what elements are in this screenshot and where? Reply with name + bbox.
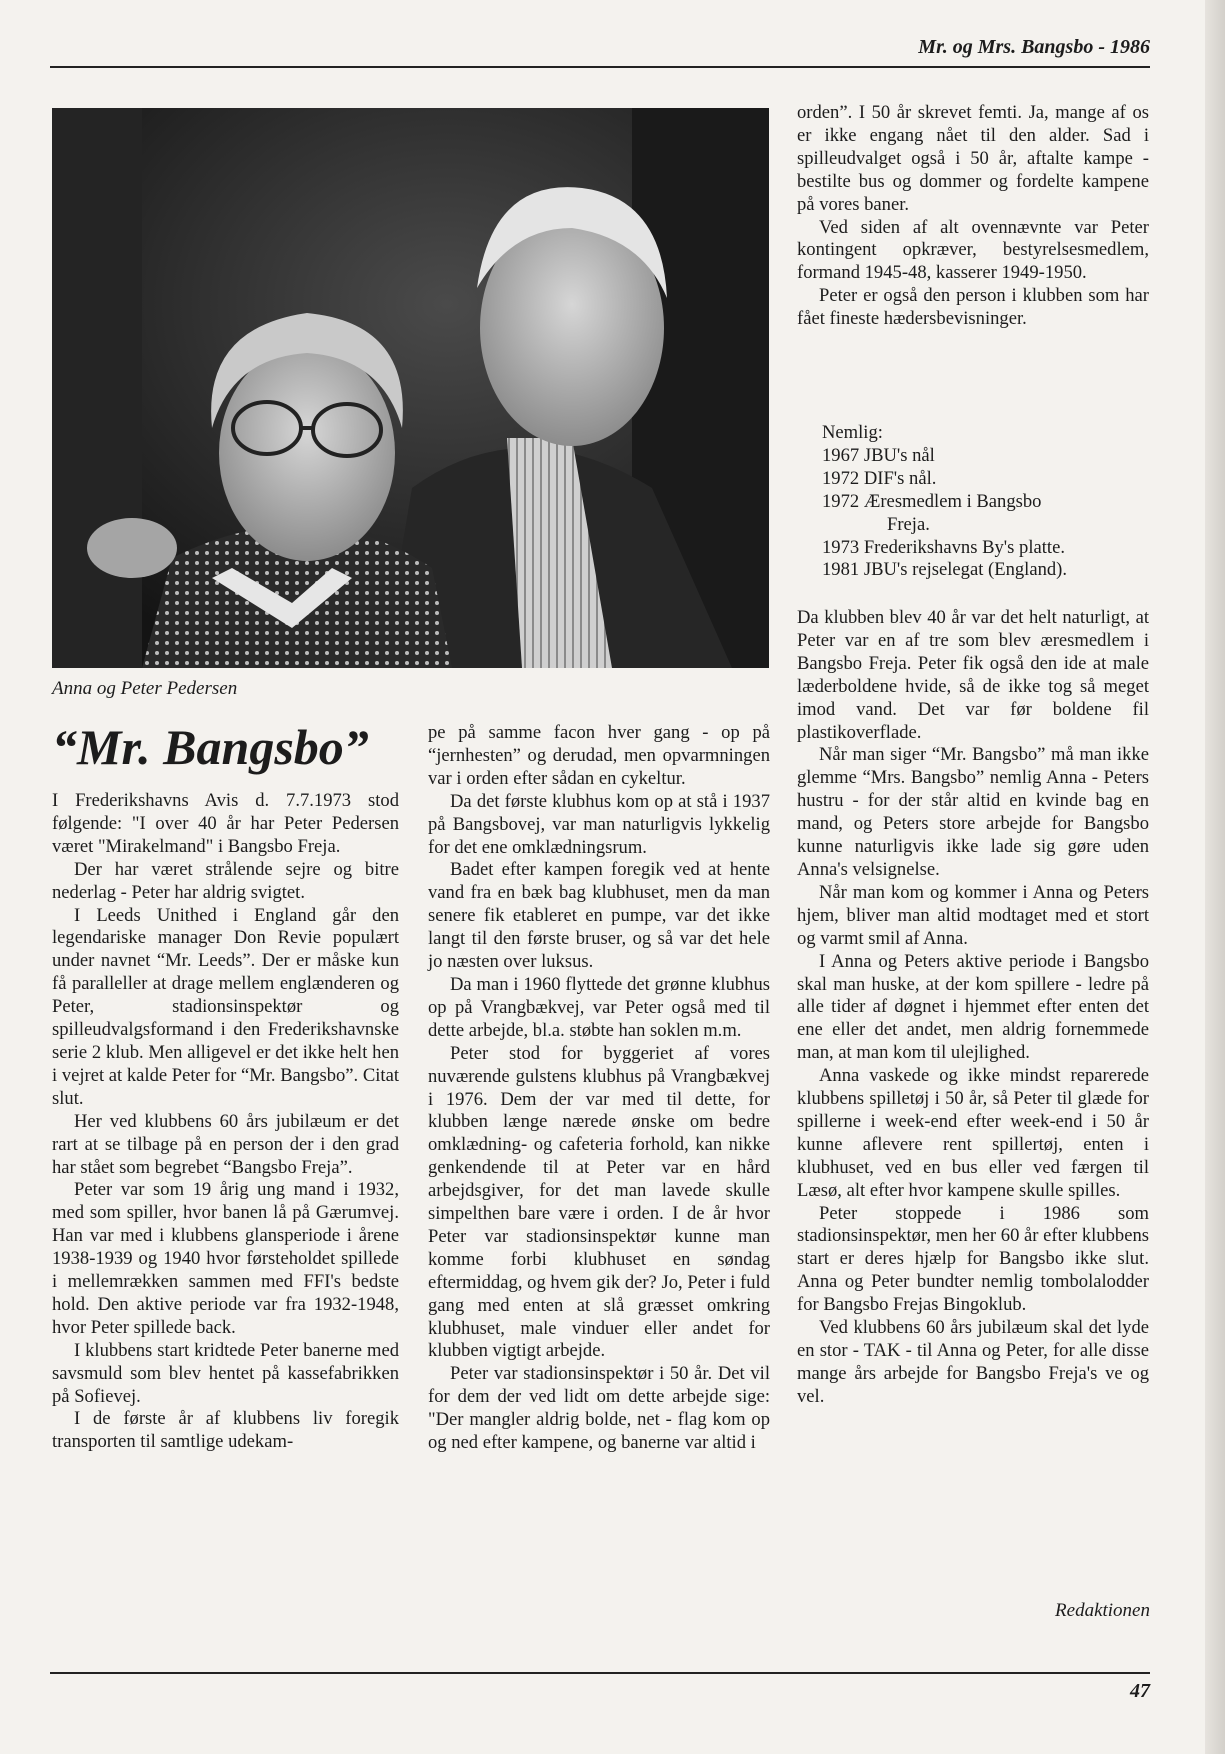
honor-item: 1972 Æresmedlem i Bangsbo [822,490,1042,512]
article-title: “Mr. Bangsbo” [52,719,369,775]
paragraph: Peter var stadionsinspektør i 50 år. Det vil for dem der ved lidt om dette arbejde sige: "Der mangler aldrig bolde, net - flag kom op og ned efter kampene, og banerne var altid i [428,1363,770,1454]
photo-caption: Anna og Peter Pedersen [52,678,238,699]
paragraph: Peter var som 19 årig ung mand i 1932, med som spiller, hvor banen lå på Gærumvej. Han var med i klubbens glansperiode i årene 1938-1939 og 1940 hvor førsteholdet spillede i mellemrækken sammen med FFI's bedste hold. Den aktive periode var fra 1932-1948, hvor Peter spillede back. [52,1179,399,1338]
honors-list [822,422,1152,582]
paragraph: Peter stod for byggeriet af vores nuværende gulstens klubhus på Vrangbækvej i 1976. Dem der var med til dette, for klubben længe nærede ønske om bedre omklædning- og cafeteria forhold, kan nikke genkendende til at Peter var en hård arbejdsgiver, for det man lavede skulle simpelthen bare være i orden. I de år hvor Peter var stadionsinspektør kunne man komme forbi klubhuset en søndag eftermiddag, og hvem gik der? Jo, Peter i fuld gang med enten at slå græsset omkring klubhuset, male vinduer eller andet for klubben vigtigt arbejde. [428,1042,770,1362]
article-column-3-bottom [797,607,1149,1409]
paragraph: Når man kom og kommer i Anna og Peters hjem, bliver man altid modtaget med et stort og varmt smil af Anna. [797,881,1149,949]
paragraph: I de første år af klubbens liv foregik transporten til samtlige udekam- [52,1408,399,1453]
paragraph: Anna vaskede og ikke mindst reparerede klubbens spilletøj i 50 år, så Peter til glæde for spillerne i week-end efter week-end i 50 år kunne aflevere rent spillertøj, enten i klubhuset, ved en bus eller ved færgen til Læsø, alt efter hvor kampene skulle spilles. [797,1065,1149,1201]
paragraph: Badet efter kampen foregik ved at hente vand fra en bæk bag klubhuset, men da man senere fik etableret en pumpe, var det ikke langt til den første bruser, og så var det hele jo næsten over luksus. [428,859,770,973]
paragraph: orden”. I 50 år skrevet femti. Ja, mange af os er ikke engang nået til den alder. Sad i spilleudvalget også i 50 år, aftalte kampe - bestilte bus og dommer og fordelte kampene på vores baner. [797,102,1149,215]
article-column-1 [52,790,399,1454]
paragraph: Der har været strålende sejre og bitre nederlag - Peter har aldrig svigtet. [52,858,399,903]
page-edge [1205,0,1225,1754]
portrait-photo [52,108,769,668]
running-header: Mr. og Mrs. Bangsbo - 1986 [918,36,1150,58]
honor-item-continuation: Freja. [887,513,930,535]
portrait-photo-graphic [52,108,769,668]
honor-item: 1973 Frederikshavns By's platte. [822,536,1065,558]
page-number: 47 [1130,1680,1150,1702]
paragraph: I Frederikshavns Avis d. 7.7.1973 stod følgende: "I over 40 år har Peter Pedersen været "Mirakelmand" i Bangsbo Freja. [52,790,399,857]
paragraph: I Anna og Peters aktive periode i Bangsbo skal man huske, at der kom spillere - ledre på alle tider af døgnet i hjemmet efter enten det ene eller det andet, men aldrig fornemmede man, at man kom til ulejlighed. [797,950,1149,1064]
article-column-2 [428,722,770,1455]
honor-item: 1967 JBU's nål [822,444,935,466]
article-signature: Redaktionen [1055,1600,1150,1621]
paragraph: I klubbens start kridtede Peter banerne med savsmuld som blev hentet på kassefabrikken på Sofievej. [52,1339,399,1407]
paragraph: Når man siger “Mr. Bangsbo” må man ikke glemme “Mrs. Bangsbo” nemlig Anna - Peters hustru - for der står altid en kvinde bag en mand, og Peters store arbejde for Bangsbo kunne naturligvis ikke lade sig gøre uden Anna's velsignelse. [797,744,1149,880]
paragraph: Peter er også den person i klubben som har fået fineste hædersbevisninger. [797,285,1149,330]
paragraph: pe på samme facon hver gang - op på “jernhesten” og derudad, men opvarmningen var i orden efter sådan en cykeltur. [428,722,770,789]
header-rule [50,66,1150,68]
paragraph: Peter stoppede i 1986 som stadionsinspektør, men her 60 år efter klubbens start er deres hjælp for Bangsbo ikke slut. Anna og Peter bundter nemlig tombolalodder for Bangsbo Frejas Bingoklub. [797,1202,1149,1316]
honor-item: 1972 DIF's nål. [822,467,937,489]
honor-item: 1981 JBU's rejselegat (England). [822,559,1068,581]
paragraph: Ved siden af alt ovennævnte var Peter kontingent opkræver, bestyrelsesmedlem, formand 1945-48, kasserer 1949-1950. [797,216,1149,284]
article-column-3-top [797,102,1149,331]
footer-rule [50,1672,1150,1674]
honors-intro: Nemlig: [822,422,883,443]
paragraph: Ved klubbens 60 års jubilæum skal det lyde en stor - TAK - til Anna og Peter, for alle disse mange års arbejde for Bangsbo Freja's ve og vel. [797,1317,1149,1407]
paragraph: Da man i 1960 flyttede det grønne klubhus op på Vrangbækvej, var Peter også med til dette arbejde, bl.a. støbte han soklen m.m. [428,973,770,1041]
paragraph: Da klubben blev 40 år var det helt naturligt, at Peter var en af tre som blev æresmedlem i Bangsbo Freja. Peter fik også den ide at male læderboldene hvide, så de ikke tog så meget imod vand. Det var før boldene fil plastikoverflade. [797,607,1149,743]
paragraph: Her ved klubbens 60 års jubilæum er det rart at se tilbage på en person der i den grad har stået som begrebet “Bangsbo Freja”. [52,1110,399,1178]
paragraph: Da det første klubhus kom op at stå i 1937 på Bangsbovej, var man naturligvis lykkelig for det ene omklædningsrum. [428,790,770,858]
paragraph: I Leeds Unithed i England går den legendariske manager Don Revie populært under navnet “Mr. Leeds”. Der er måske kun få paralleller at drage mellem englænderen og Peter, stadionsinspektør og spilleudvalgsformand i den Frederikshavnske serie 2 klub. Men alligevel er det ikke helt hen i vejret at kalde Peter for “Mr. Bangsbo”. Citat slut. [52,904,399,1109]
